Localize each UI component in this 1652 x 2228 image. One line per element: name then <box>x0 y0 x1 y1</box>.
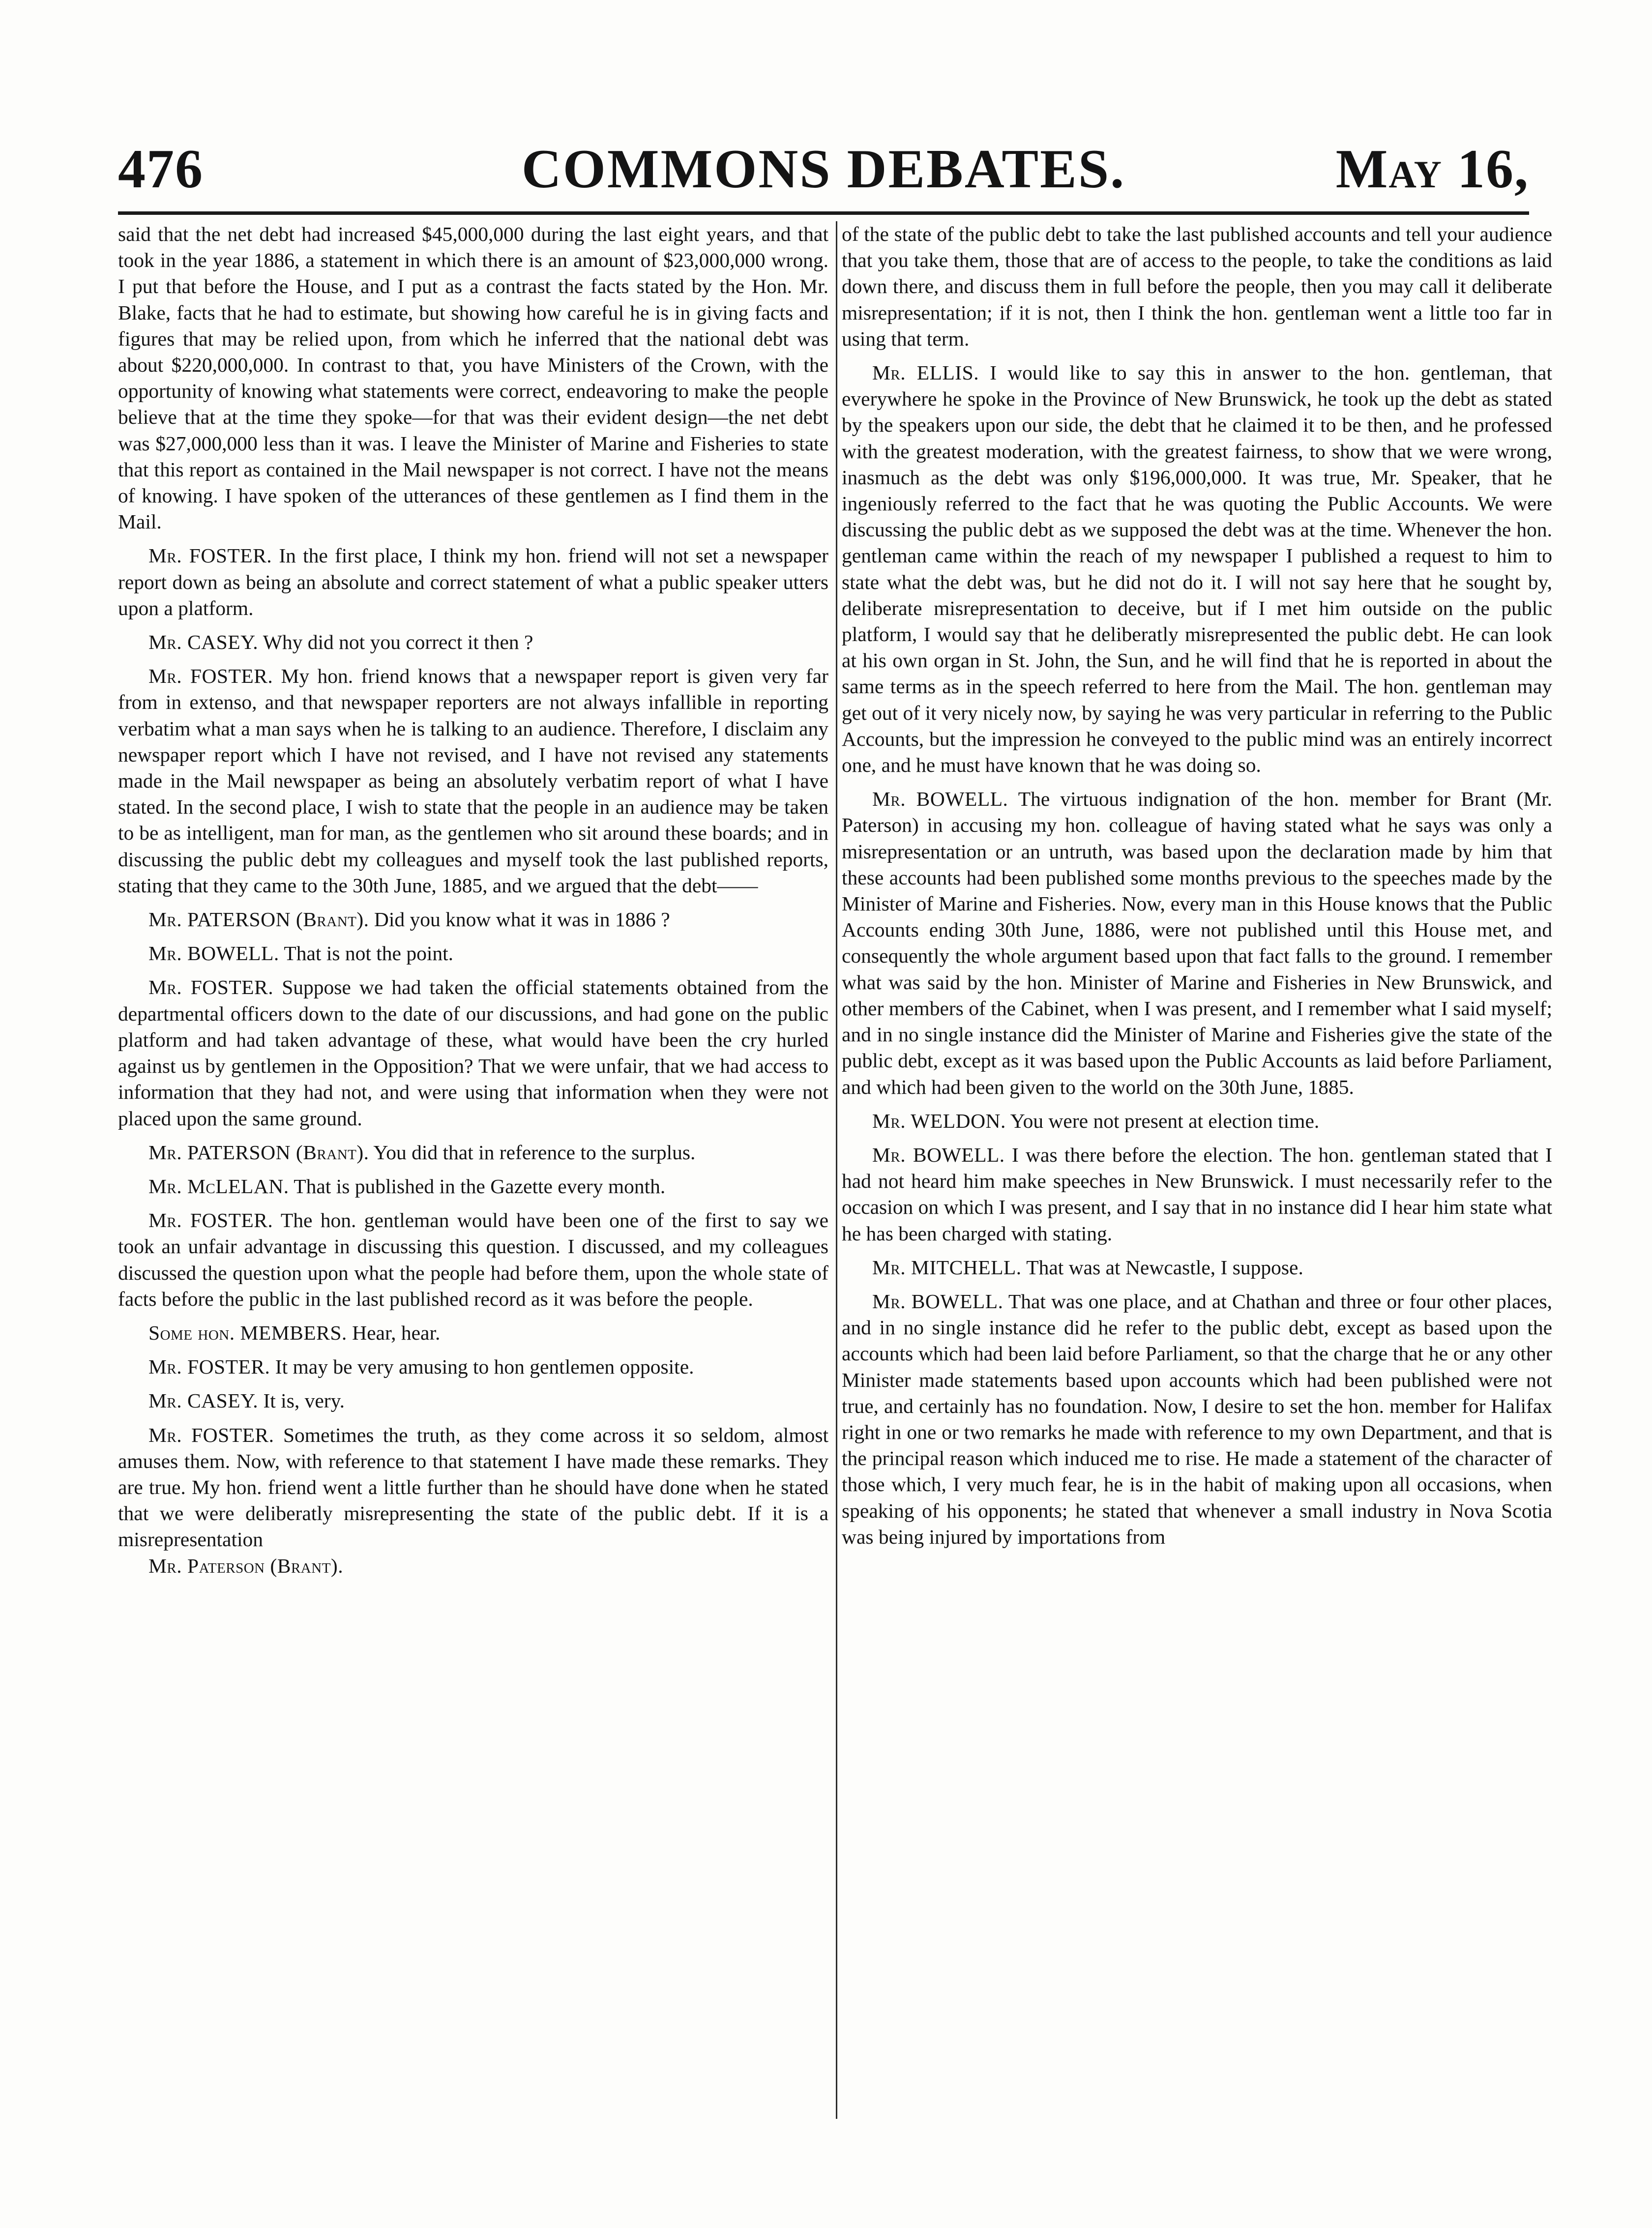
paragraph <box>842 1142 1552 1247</box>
header-rule <box>118 211 1529 215</box>
paragraph <box>118 663 828 899</box>
speaker-name: Mr. FOSTER. <box>148 1423 274 1446</box>
column-divider <box>836 221 837 2119</box>
speaker-name: Mr. PATERSON (Brant). <box>148 1141 369 1164</box>
paragraph <box>842 221 1552 352</box>
paragraph-text: It is, very. <box>263 1389 345 1412</box>
paragraph <box>118 974 828 1131</box>
paragraph-text: That is published in the Gazette every month. <box>294 1174 666 1198</box>
paragraph <box>118 1173 828 1200</box>
speaker-name: Some hon. MEMBERS. <box>148 1321 347 1344</box>
paragraph-text: Suppose we had taken the official statements obtained from the departmental officers down to the date of our discussions, and had gone on the public platform and had taken advantage of these, what would have been the cry hurled against us by gentlemen in the Opposition? That we were unfair, that we had access to information that they had not, and were using that information when they were not placed upon the same ground. <box>118 976 829 1130</box>
paragraph-text: You were not present at election time. <box>1010 1109 1320 1132</box>
paragraph-text: said that the net debt had increased $45,000,000 during the last eight years, and that took in the year 1886, a statement in which there is an amount of $23,000,000 wrong. I put that before the House, and I put as a contrast the facts stated by the Hon. Mr. Blake, facts that he had to estimate, but showing how careful he is in giving facts and figures that may be relied upon, from which he inferred that the national debt was about $220,000,000. In contrast to that, you have Ministers of the Crown, with the opportunity of knowing what statements were correct, endeavoring to make the people believe that at the time they spoke—for that was their evident design—the net debt was $27,000,000 less than it was. I leave the Minister of Marine and Fisheries to state that this report as contained in the Mail newspaper is not correct. I have not the means of knowing. I have spoken of the utterances of these gentlemen as I find them in the Mail. <box>118 223 828 533</box>
speaker-name: Mr. Paterson (Brant). <box>148 1554 344 1577</box>
speaker-name: Mr. FOSTER. <box>148 1209 273 1232</box>
page-number: 476 <box>118 139 204 200</box>
paragraph <box>842 1108 1552 1134</box>
paragraph-text: of the state of the public debt to take the last published accounts and tell your audience that you take them, those that are of access to the people, to take the conditions as laid down there, and discuss them in full before the people, then you may call it deliberate misrepresentation; if it is not, then I think the hon. gentleman went a little too far in using that term. <box>842 223 1552 350</box>
speaker-name: Mr. ELLIS. <box>872 361 979 384</box>
paragraph <box>842 1255 1552 1281</box>
paragraph-text: Sometimes the truth, as they come across it so seldom, almost amuses them. Now, with reference to that statement I have made these remarks. They are true. My hon. friend went a little further than he should have done when he stated that we were deliberatly misrepresenting the state of the public debt. If it is a misrepresentation <box>118 1423 828 1551</box>
speaker-name: Mr. BOWELL. <box>872 1290 1003 1313</box>
speaker-name: Mr. BOWELL. <box>872 788 1008 811</box>
speaker-name: Mr. FOSTER. <box>148 976 274 999</box>
paragraph <box>118 1320 828 1346</box>
speaker-name: Mr. PATERSON (Brant). <box>148 908 369 931</box>
header-date: May 16, <box>1335 139 1529 200</box>
paragraph <box>842 360 1552 778</box>
running-title: COMMONS DEBATES. <box>521 139 1126 200</box>
paragraph <box>842 786 1552 1100</box>
paragraph-text: It may be very amusing to hon gentlemen opposite. <box>275 1355 694 1378</box>
catchword-line <box>118 1553 828 1579</box>
page-header <box>118 138 1529 211</box>
paragraph-text: The virtuous indignation of the hon. member for Brant (Mr. Paterson) in accusing my hon. colleague of having stated what he says was only a misrepresentation or an untruth, was based upon the declaration made by him that these accounts had been published some months previous to the speeches made by the Minister of Marine and Fisheries. Now, every man in this House knows that the Public Accounts ending 30th June, 1886, were not published until this House met, and consequently the whole argument based upon that fact falls to the ground. I remember what was said by the hon. Minister of Marine and Fisheries in New Brunswick, and other members of the Cabinet, when I was present, and I remember what I said myself; and in no single instance did the Minister of Marine and Fisheries give the state of the public debt, except as it was based upon the Public Accounts as laid before Parliament, and which had been given to the world on the 30th June, 1885. <box>842 788 1552 1098</box>
speaker-name: Mr. McLELAN. <box>148 1174 289 1198</box>
paragraph-text: Hear, hear. <box>352 1321 441 1344</box>
speaker-name: Mr. BOWELL. <box>872 1143 1005 1166</box>
paragraph <box>118 1354 828 1380</box>
paragraph <box>118 1388 828 1414</box>
left-column <box>118 221 828 1579</box>
paragraph-text: Did you know what it was in 1886 ? <box>374 908 670 931</box>
paragraph-text: The hon. gentleman would have been one of the first to say we took an unfair advantage in discussing this question. I discussed, and my colleagues discussed the question upon what the people had before them, upon the whole state of facts before the public in the last published record as it was before the people. <box>118 1209 828 1310</box>
paragraph-text: In the first place, I think my hon. friend will not set a newspaper report down as being an absolute and correct statement of what a public speaker utters upon a platform. <box>118 544 828 619</box>
paragraph <box>118 940 828 967</box>
speaker-name: Mr. WELDON. <box>872 1109 1006 1132</box>
speaker-name: Mr. FOSTER. <box>148 544 272 567</box>
paragraph <box>118 907 828 933</box>
speaker-name: Mr. CASEY. <box>148 1389 259 1412</box>
speaker-name: Mr. MITCHELL. <box>872 1256 1022 1279</box>
paragraph-text: That is not the point. <box>284 942 454 965</box>
paragraph-text: I was there before the election. The hon. gentleman stated that I had not heard him make speeches in New Brunswick. I must necessarily refer to the occasion on which I was present, and I say that in no instance did I hear him state what he has been charged with stating. <box>842 1143 1553 1245</box>
paragraph <box>118 221 828 535</box>
speaker-name: Mr. BOWELL. <box>148 942 279 965</box>
paragraph-text: You did that in reference to the surplus. <box>373 1141 696 1164</box>
paragraph <box>118 1422 828 1553</box>
paragraph-text: That was one place, and at Chathan and three or four other places, and in no single instance did he refer to the public debt, except as based upon the accounts which had been laid before Parliament, so that the charge that he or any other Minister made statements based upon accounts which had been published were not true, and certainly has no foundation. Now, I desire to set the hon. member for Halifax right in one or two remarks he made with reference to my own Department, and that is the principal reason which induced me to rise. He made a statement of the character of those which, I very much fear, he is in the habit of making upon all occasions, when speaking of his opponents; he stated that whenever a small industry in Nova Scotia was being injured by importations from <box>842 1290 1552 1548</box>
paragraph-text: Why did not you correct it then ? <box>263 631 533 654</box>
speaker-name: Mr. FOSTER. <box>148 1355 270 1378</box>
paragraph-text: That was at Newcastle, I suppose. <box>1026 1256 1303 1279</box>
paragraph-text: I would like to say this in answer to the hon. gentleman, that everywhere he spoke in the Province of New Brunswick, he took up the debt as stated by the speakers upon our side, the debt that he claimed it to be then, and he professed with the greatest moderation, with the greatest fairness, to show that we were wrong, inasmuch as the debt was only $196,000,000. It was true, Mr. Speaker, that he ingeniously referred to the fact that he was quoting the Public Accounts. We were discussing the public debt as we supposed the debt was at the time. Whenever the hon. gentleman came within the reach of my newspaper I published a request to him to state what the debt was, but he did not do it. I will not say here that he sought by, deliberate misrepresentation to deceive, but if I met him outside on the public platform, I would say that he deliberatly misrepresented the public debt. He can look at his own organ in St. John, the Sun, and he will find that he is reported in about the same terms as in the speech referred to here from the Mail. The hon. gentleman may get out of it very nicely now, by saying he was very particular in referring to the Public Accounts, but the impression he conveyed to the public mind was an entirely incorrect one, and he must have known that he was doing so. <box>842 361 1552 777</box>
speaker-name: Mr. FOSTER. <box>148 665 273 688</box>
paragraph <box>118 1207 828 1312</box>
paragraph-text: My hon. friend knows that a newspaper report is given very far from in extenso, and that newspaper reporters are not always infallible in reporting verbatim what a man says when he is talking to an audience. Therefore, I disclaim any newspaper report which I have not revised, and I have not revised any statements made in the Mail newspaper as being an absolutely verbatim report of what I have stated. In the second place, I wish to state that the people in an audience may be taken to be as intelligent, man for man, as the gentlemen who sit around these boards; and in discussing the public debt my colleagues and myself took the last published reports, stating that they came to the 30th June, 1885, and we argued that the debt—— <box>118 665 828 897</box>
paragraph <box>118 1140 828 1166</box>
paragraph <box>118 543 828 621</box>
paragraph <box>118 629 828 655</box>
right-column <box>842 221 1552 1558</box>
speaker-name: Mr. CASEY. <box>148 631 259 654</box>
paragraph <box>842 1289 1552 1550</box>
